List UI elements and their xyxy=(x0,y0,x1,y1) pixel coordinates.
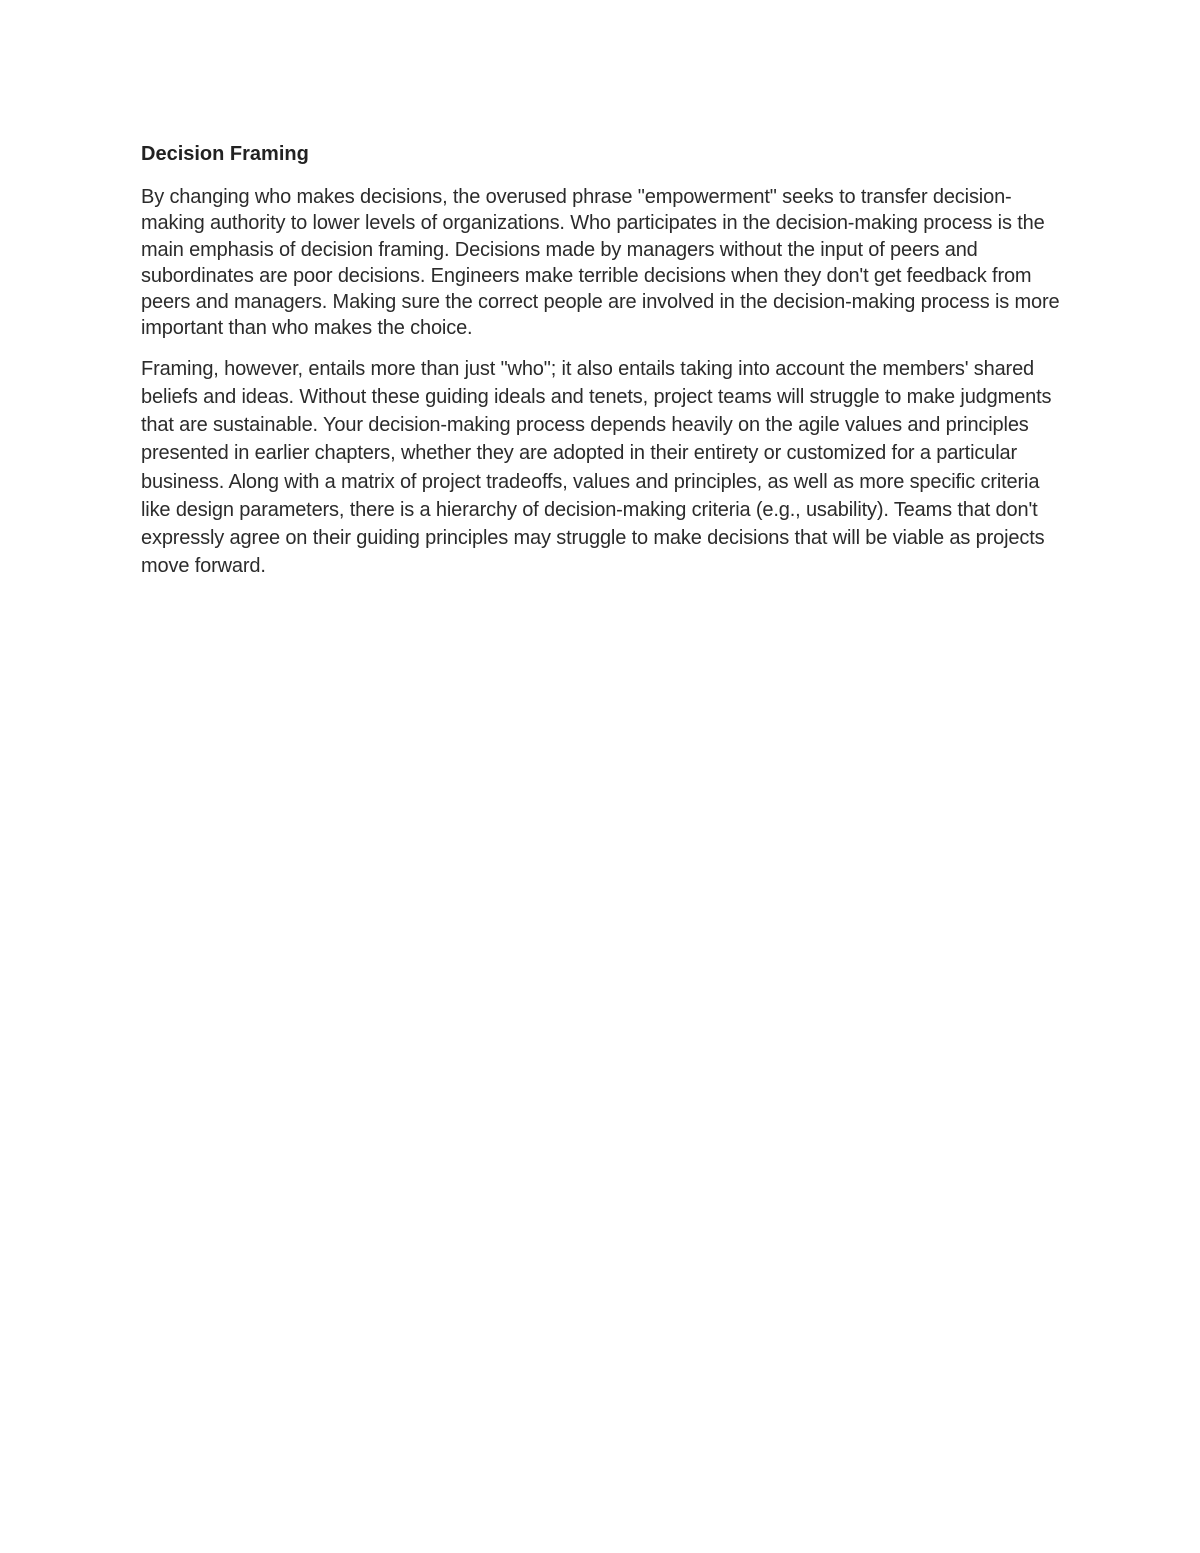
document-title: Decision Framing xyxy=(141,143,309,165)
document-body xyxy=(141,141,1063,593)
paragraph-2: Framing, however, entails more than just "who"; it also entails taking into account the members' shared beliefs and ideas. Without these guiding ideals and tenets, project teams will struggle to make judgments that are sustainable. Your decision-making process depends heavily on the agile values and principles presented in earlier chapters, whether they are adopted in their entirety or customized for a particular business. Along with a matrix of project tradeoffs, values and principles, as well as more specific criteria like design parameters, there is a hierarchy of decision-making criteria (e.g., usability). Teams that don't expressly agree on their guiding principles may struggle to make decisions that will be viable as projects move forward. xyxy=(141,357,1052,578)
paragraph-1: By changing who makes decisions, the overused phrase "empowerment" seeks to transfer decision-making authority to lower levels of organizations. Who participates in the decision-making process is the main emphasis of decision framing. Decisions made by managers without the input of peers and subordinates are poor decisions. Engineers make terrible decisions when they don't get feedback from peers and managers. Making sure the correct people are involved in the decision-making process is more important than who makes the choice. xyxy=(141,186,1060,340)
